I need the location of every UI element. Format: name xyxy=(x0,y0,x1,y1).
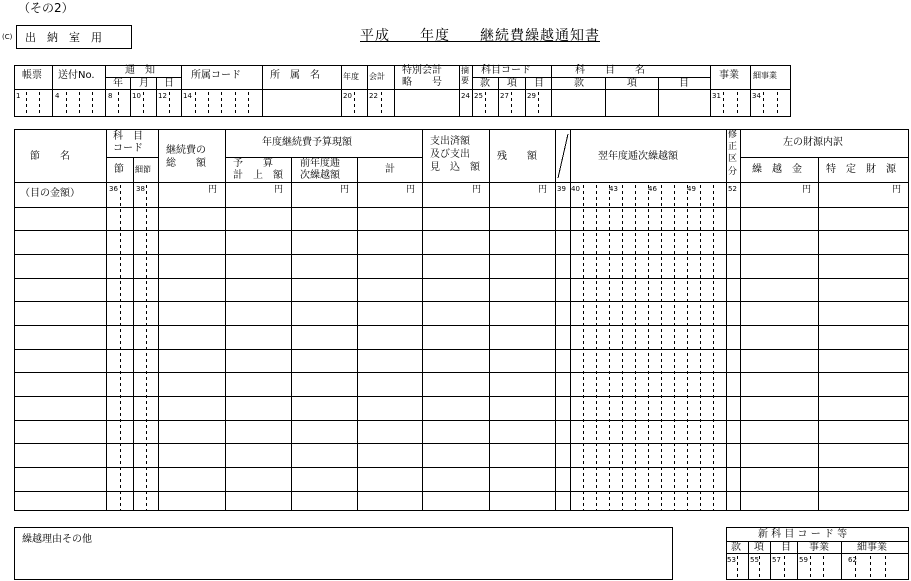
yen-unit: 円 xyxy=(472,185,482,195)
stamp-label: 出 納 室 用 xyxy=(25,31,102,44)
col-year: 年 xyxy=(113,78,123,89)
col-subject-code: 科目コード xyxy=(481,65,531,76)
field-no: 10 xyxy=(132,92,141,100)
col-section-name: 節 名 xyxy=(30,151,70,162)
col-sub-project: 細事業 xyxy=(753,71,777,80)
sheet-number: （その2） xyxy=(18,1,74,15)
field-no: 55 xyxy=(750,556,759,564)
col-summary: 摘要 xyxy=(461,66,469,85)
field-no: 46 xyxy=(648,185,657,193)
reason-label: 繰越理由その他 xyxy=(22,534,92,545)
col-fund-group: 左の財源内訳 xyxy=(783,137,843,148)
new-col-kan: 款 xyxy=(731,542,741,553)
field-no: 24 xyxy=(461,92,470,100)
yen-unit: 円 xyxy=(802,185,812,195)
field-no: 57 xyxy=(772,556,781,564)
col-fix-4: 分 xyxy=(728,167,738,177)
col-budget-group: 年度継続費予算現額 xyxy=(262,137,352,148)
new-col-kou: 項 xyxy=(754,542,764,553)
col-budget-1b: 計 上 額 xyxy=(233,170,283,181)
yen-unit: 円 xyxy=(892,185,902,195)
yen-unit: 円 xyxy=(340,185,350,195)
col-subject-name: 科 目 名 xyxy=(575,65,645,76)
col-prev-1b: 次繰越額 xyxy=(300,170,340,181)
yen-unit: 円 xyxy=(274,185,284,195)
col-budget-1a: 予 算 xyxy=(233,158,273,169)
col-setsu: 節 xyxy=(114,164,124,175)
col-subject-kou: 項 xyxy=(627,78,637,89)
field-no: 8 xyxy=(108,92,113,100)
field-no: 34 xyxy=(752,92,761,100)
col-paid-3: 見 込 額 xyxy=(430,162,480,173)
field-no: 29 xyxy=(527,92,536,100)
col-fix-3: 区 xyxy=(728,154,738,164)
col-day: 日 xyxy=(164,78,174,89)
col-kan: 款 xyxy=(480,78,490,89)
new-col-moku: 目 xyxy=(781,542,791,553)
col-subject-moku: 目 xyxy=(679,78,689,89)
col-fiscal-year: 年度 xyxy=(343,72,359,81)
field-no: 27 xyxy=(500,92,509,100)
field-no: 59 xyxy=(799,556,808,564)
page-title: 平成 年度 継続費繰越通知書 xyxy=(360,28,600,44)
col-balance: 残 額 xyxy=(497,151,537,162)
col-fix-2: 正 xyxy=(728,142,738,152)
col-subject-code-1: 科 目 xyxy=(113,131,143,142)
field-no: 39 xyxy=(557,185,566,193)
field-no: 49 xyxy=(687,185,696,193)
field-no: 52 xyxy=(728,185,737,193)
field-no: 40 xyxy=(571,185,580,193)
field-no: 4 xyxy=(55,92,60,100)
col-fix-1: 修 xyxy=(728,130,738,140)
col-moku: 目 xyxy=(534,78,544,89)
col-total-2: 総 額 xyxy=(166,158,206,169)
col-month: 月 xyxy=(139,78,149,89)
col-notice-no: 送付No. xyxy=(58,70,95,81)
col-carry-amount: 繰 越 金 xyxy=(752,164,802,175)
new-code-title: 新 科 目 コ ー ド 等 xyxy=(758,529,848,540)
field-no: 38 xyxy=(136,185,145,193)
new-col-sub-project: 細事業 xyxy=(857,542,887,553)
field-no: 36 xyxy=(109,185,118,193)
field-no: 14 xyxy=(183,92,192,100)
row-label-moku-amount: （目の金額） xyxy=(20,188,80,199)
col-subject-code-2: コード xyxy=(113,143,143,154)
col-carry: 翌年度逓次繰越額 xyxy=(598,151,678,162)
field-no: 43 xyxy=(609,185,618,193)
col-paid-1: 支出済額 xyxy=(430,136,470,147)
yen-unit: 円 xyxy=(538,185,548,195)
col-paid-2: 及び支出 xyxy=(430,149,470,160)
col-special-account: 特別会計 xyxy=(402,65,442,76)
col-sum: 計 xyxy=(385,164,395,175)
col-dept-name: 所 属 名 xyxy=(270,70,320,81)
col-prev-1a: 前年度逓 xyxy=(300,158,340,169)
field-no: 25 xyxy=(474,92,483,100)
col-kou: 項 xyxy=(507,78,517,89)
field-no: 53 xyxy=(727,556,736,564)
field-no: 1 xyxy=(16,92,21,100)
col-voucher: 帳票 xyxy=(22,70,42,81)
col-detail: 細節 xyxy=(135,165,151,174)
col-specific-fund: 特 定 財 源 xyxy=(826,164,896,175)
new-col-project: 事業 xyxy=(809,542,829,553)
field-no: 62 xyxy=(848,556,857,564)
col-project: 事業 xyxy=(719,70,739,81)
field-no: 12 xyxy=(158,92,167,100)
col-account: 会計 xyxy=(369,72,385,81)
col-total-1: 継続費の xyxy=(166,145,206,156)
field-no: 20 xyxy=(343,92,352,100)
col-subject-kan: 款 xyxy=(574,78,584,89)
col-notice: 通 知 xyxy=(125,65,155,76)
c-mark: (C) xyxy=(2,33,13,41)
field-no: 31 xyxy=(712,92,721,100)
field-no: 22 xyxy=(369,92,378,100)
col-special-abbr: 略 号 xyxy=(402,77,442,88)
yen-unit: 円 xyxy=(406,185,416,195)
yen-unit: 円 xyxy=(208,185,218,195)
col-dept-code: 所属コード xyxy=(191,70,241,81)
